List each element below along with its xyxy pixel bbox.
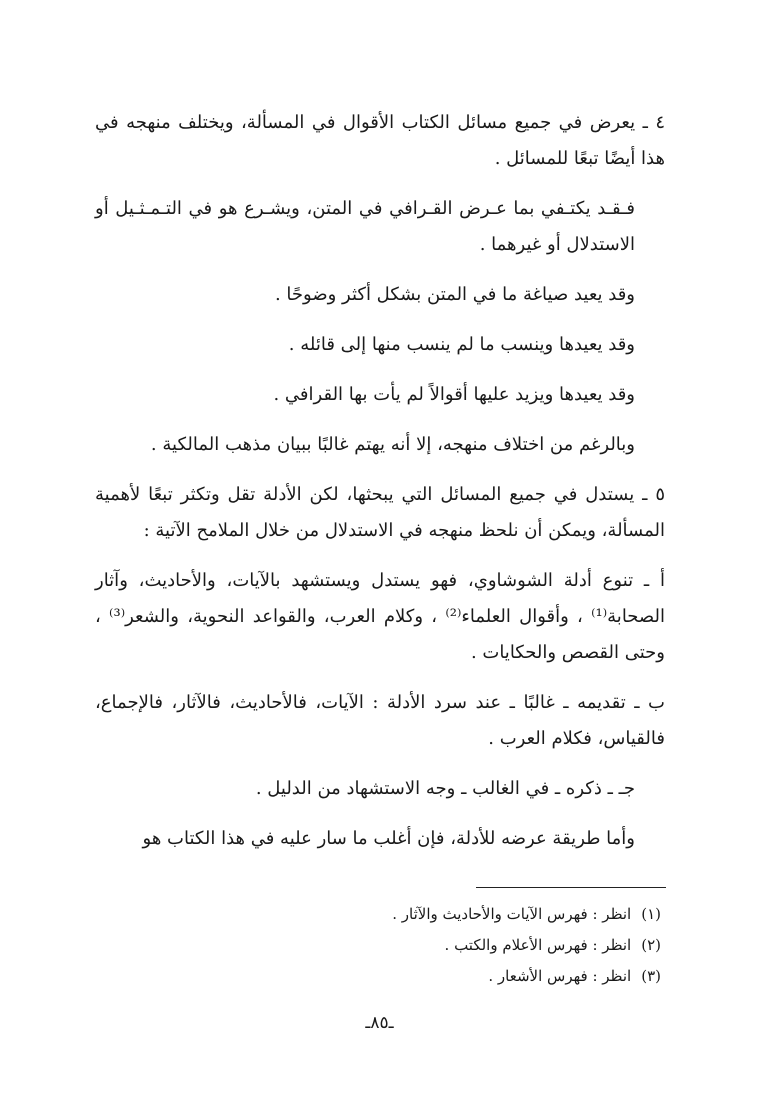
- paragraph-closing: وأما طريقة عرضه للأدلة، فإن أغلب ما سار عليه في هذا الكتاب هو: [142, 828, 635, 849]
- paragraph-4-e: وبالرغم من اختلاف منهجه، إلا أنه يهتم غالبًا ببيان مذهب المالكية .: [150, 434, 635, 455]
- footnote-text: انظر : فهرس الأعلام والكتب .: [444, 936, 632, 954]
- paragraph-4-d: وقد يعيدها ويزيد عليها أقوالاً لم يأت بها القرافي .: [273, 384, 635, 405]
- footnote-text: انظر : فهرس الآيات والأحاديث والآثار .: [392, 905, 632, 923]
- footnotes: [95, 899, 665, 992]
- page-number: ـ٨٥ـ: [365, 1013, 394, 1033]
- paragraph-5-b: ب ـ تقديمه ـ غالبًا ـ عند سرد الأدلة : الآيات، فالأحاديث، فالآثار، فالإجماع، فالقياس، فكلام العرب .: [95, 692, 665, 749]
- paragraph-4-a: فـقـد يكتـفي بما عـرض القـرافي في المتن، ويشـرع هو في التـمـثـيل أو الاستدلال أو غيرهما .: [95, 198, 635, 255]
- paragraph-5-a: أ ـ تنوع أدلة الشوشاوي، فهو يستدل ويستشهد بالآيات، والأحاديث، وآثار الصحابة⁽¹⁾ ، وأقوال العلماء⁽²⁾ ، وكلام العرب، والقواعد النحوية، والشعر⁽³⁾ ، وحتى القصص والحكايات .: [95, 570, 666, 663]
- footnote-separator: [476, 887, 666, 888]
- footnote-number: (٢): [641, 936, 661, 954]
- footnote-number: (٣): [641, 967, 661, 985]
- paragraph-4-c: وقد يعيدها وينسب ما لم ينسب منها إلى قائله .: [288, 334, 635, 355]
- paragraph-4-b: وقد يعيد صياغة ما في المتن بشكل أكثر وضوحًا .: [274, 284, 635, 305]
- paragraph-5-c: جـ ـ ذكره ـ في الغالب ـ وجه الاستشهاد من الدليل .: [255, 778, 635, 799]
- body-text: [95, 105, 665, 871]
- footnote: [95, 930, 665, 961]
- footnote-text: انظر : فهرس الأشعار .: [488, 967, 632, 985]
- paragraph-5: ٥ ـ يستدل في جميع المسائل التي يبحثها، لكن الأدلة تقل وتكثر تبعًا لأهمية المسألة، ويمكن أن نلحظ منهجه في الاستدلال من خلال الملامح الآتية :: [95, 484, 665, 541]
- footnote: [95, 961, 665, 992]
- footnote: [95, 899, 665, 930]
- paragraph-4: ٤ ـ يعرض في جميع مسائل الكتاب الأقوال في المسألة، ويختلف منهجه في هذا أيضًا تبعًا للمسائل .: [95, 112, 665, 169]
- footnote-number: (١): [641, 905, 661, 923]
